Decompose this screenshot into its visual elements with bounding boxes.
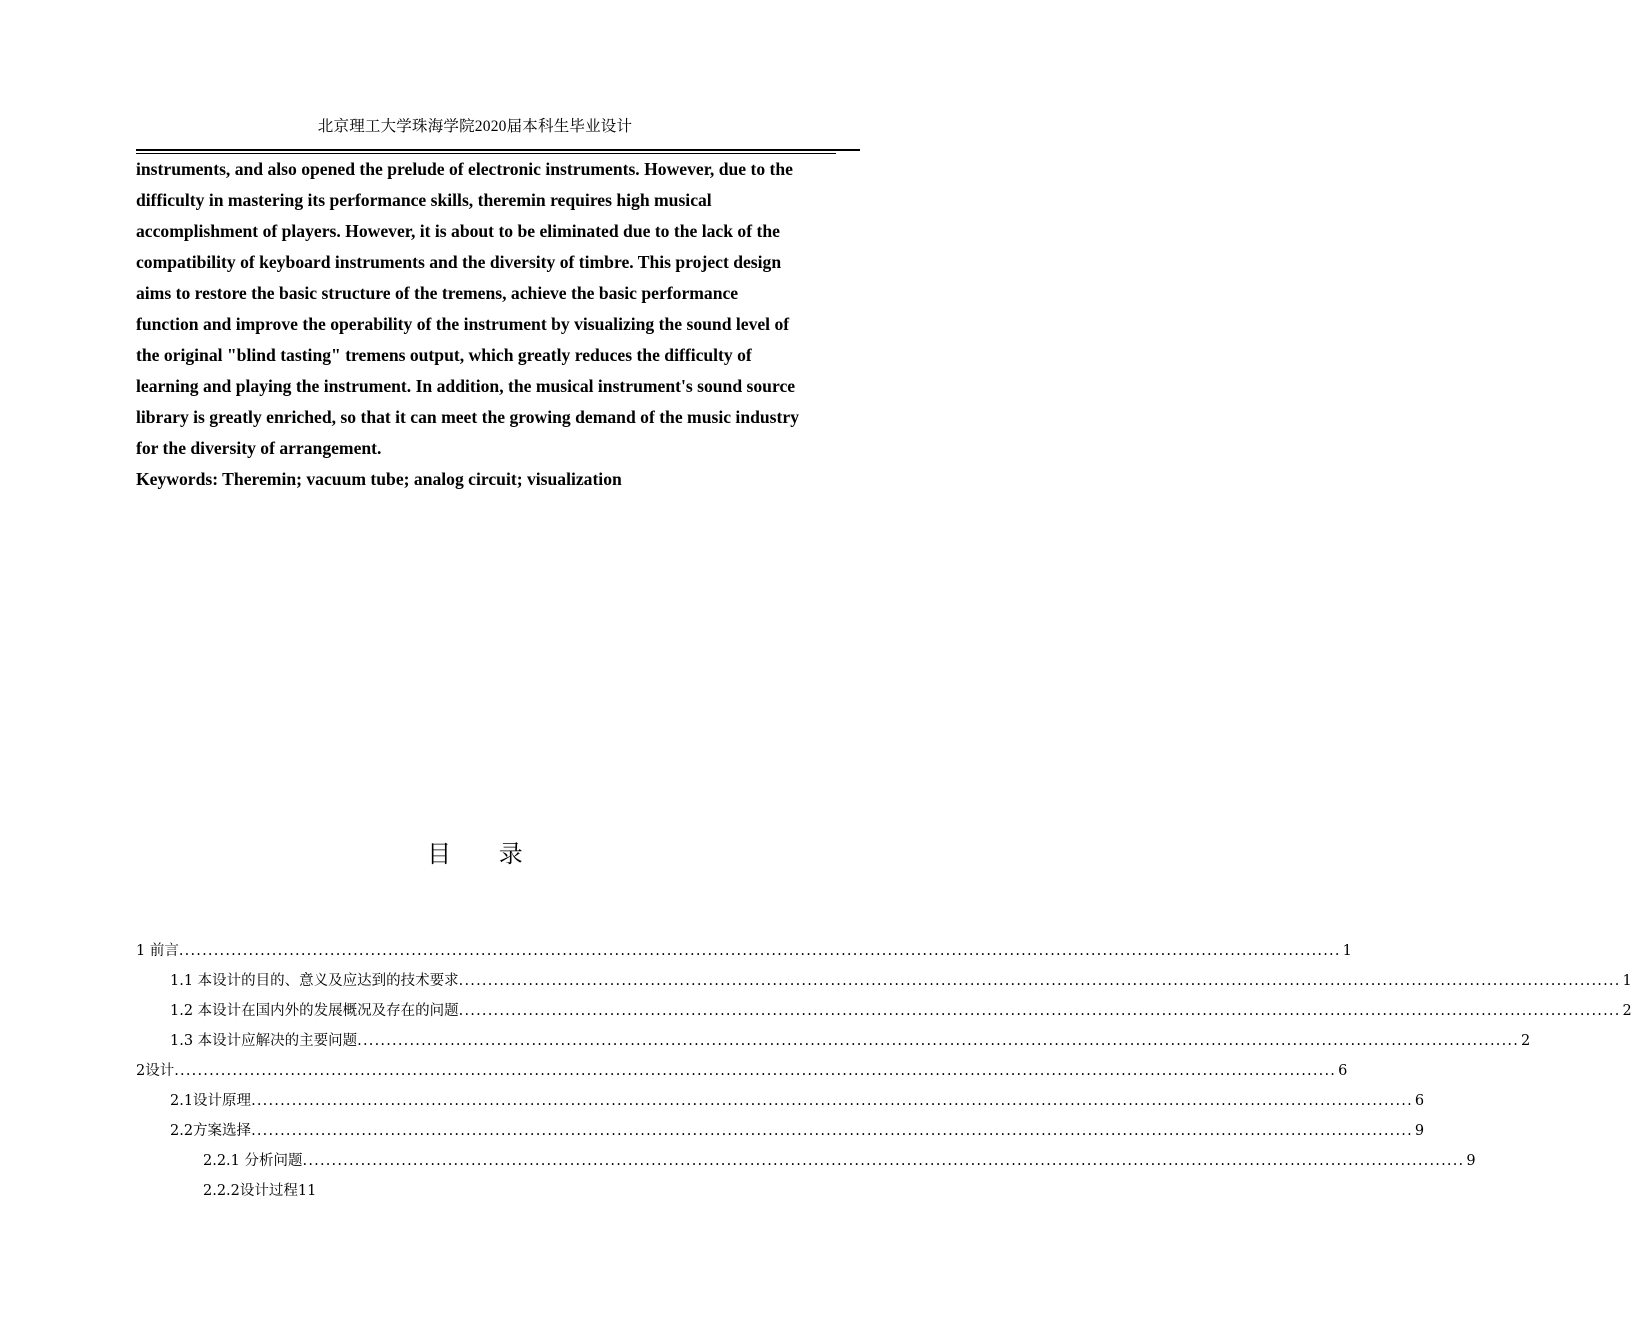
toc-entry-page: 6 xyxy=(1338,1063,1348,1079)
toc-dot-leader: ........................................................................................................................................................................................................ xyxy=(174,1063,1337,1079)
toc-dot-leader: ........................................................................................................................................................................................................ xyxy=(458,1003,1621,1019)
abstract-line: the original "blind tasting" tremens output, which greatly reduces the difficulty of xyxy=(136,345,752,365)
toc-entry-label: 2设计 xyxy=(136,1063,175,1079)
toc-dot-leader: ........................................................................................................................................................................................................ xyxy=(357,1033,1519,1049)
toc-entry[interactable] xyxy=(136,1086,1425,1116)
abstract-line: difficulty in mastering its performance skills, theremin requires high musical xyxy=(136,190,712,210)
toc-entry-label: 1.1 本设计的目的、意义及应达到的技术要求 xyxy=(170,973,459,989)
toc-entry-label: 2.1设计原理 xyxy=(170,1093,252,1109)
toc-entry[interactable] xyxy=(136,936,1352,966)
toc-entry[interactable] xyxy=(136,1146,1476,1176)
abstract-line: aims to restore the basic structure of the tremens, achieve the basic performance xyxy=(136,283,739,303)
toc-entry-page: 9 xyxy=(1414,1123,1425,1139)
keywords-line: Keywords: Theremin; vacuum tube; analog circuit; visualization xyxy=(136,469,622,489)
page-header: 北京理工大学珠海学院2020届本科生毕业设计 xyxy=(317,118,633,135)
abstract-line: compatibility of keyboard instruments and the diversity of timbre. This project design xyxy=(136,252,782,272)
toc-entry[interactable] xyxy=(136,1026,1531,1056)
abstract-line: for the diversity of arrangement. xyxy=(136,438,382,458)
toc-dot-leader: ........................................................................................................................................................................................................ xyxy=(251,1123,1413,1139)
toc-entry-page: 1 xyxy=(1622,973,1632,989)
toc-entry-page: 6 xyxy=(1414,1093,1425,1109)
toc-entry[interactable] xyxy=(136,966,1632,996)
abstract-line: instruments, and also opened the prelude of electronic instruments. However, due to the xyxy=(136,159,793,179)
toc-entry-page: 9 xyxy=(1466,1153,1476,1169)
table-of-contents xyxy=(136,936,1632,1206)
toc-entry-page: 2 xyxy=(1622,1003,1632,1019)
toc-title: 目 录 xyxy=(427,840,543,868)
toc-entry-label: 2.2方案选择 xyxy=(170,1123,252,1139)
toc-dot-leader: ........................................................................................................................................................................................................ xyxy=(302,1153,1465,1169)
toc-entry[interactable] xyxy=(136,1056,1348,1086)
toc-entry[interactable] xyxy=(136,1116,1425,1146)
toc-entry-page: 1 xyxy=(1342,943,1352,959)
toc-entry[interactable] xyxy=(136,996,1632,1026)
toc-dot-leader: ........................................................................................................................................................................................................ xyxy=(458,973,1621,989)
toc-entry-label: 1.3 本设计应解决的主要问题 xyxy=(170,1033,358,1049)
toc-dot-leader: ........................................................................................................................................................................................................ xyxy=(178,943,1341,959)
toc-entry-page: 2 xyxy=(1521,1033,1531,1049)
toc-entry-label: 2.2.2设计过程11 xyxy=(203,1183,317,1199)
toc-dot-leader: ........................................................................................................................................................................................................ xyxy=(251,1093,1413,1109)
abstract-line: learning and playing the instrument. In addition, the musical instrument's sound source xyxy=(136,376,796,396)
abstract-line: function and improve the operability of the instrument by visualizing the sound level of xyxy=(136,314,790,334)
toc-entry-label: 1 前言 xyxy=(136,943,179,959)
abstract-text xyxy=(136,154,866,495)
toc-entry[interactable] xyxy=(136,1176,800,1206)
toc-entry-label: 1.2 本设计在国内外的发展概况及存在的问题 xyxy=(170,1003,459,1019)
toc-entry-label: 2.2.1 分析问题 xyxy=(203,1153,303,1169)
abstract-line: library is greatly enriched, so that it can meet the growing demand of the music industry xyxy=(136,407,799,427)
header-rule xyxy=(136,149,860,151)
abstract-line: accomplishment of players. However, it is about to be eliminated due to the lack of the xyxy=(136,221,780,241)
